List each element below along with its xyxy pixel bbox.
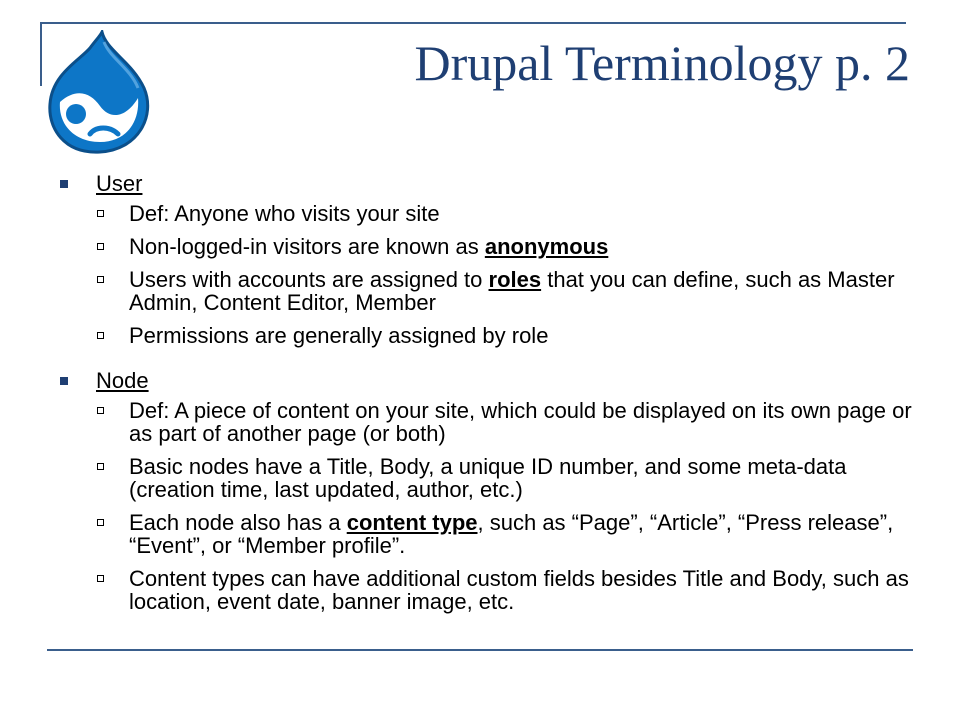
list-item: [60, 268, 920, 314]
slide-title: Drupal Terminology p. 2: [414, 35, 910, 91]
item-text: Basic nodes have a Title, Body, a unique ID number, and some meta-data (creation time, last updated, author, etc.): [129, 454, 847, 502]
frame-bottom-line: [47, 649, 913, 651]
hollow-square-bullet-icon: [97, 519, 104, 526]
slide-body: [60, 170, 920, 623]
list-item: [60, 567, 920, 613]
frame-left-line: [40, 22, 42, 86]
emphasis-term: roles: [488, 267, 542, 292]
section-heading: User: [96, 171, 143, 196]
emphasis-term: content type: [346, 510, 478, 535]
list-item: [60, 235, 920, 258]
hollow-square-bullet-icon: [97, 332, 104, 339]
item-text: Permissions are generally assigned by role: [129, 323, 549, 348]
item-text: Users with accounts are assigned to: [129, 267, 489, 292]
item-text: Def: Anyone who visits your site: [129, 201, 440, 226]
item-text: Non-logged-in visitors are known as: [129, 234, 485, 259]
emphasis-term: anonymous: [484, 234, 609, 259]
hollow-square-bullet-icon: [97, 276, 104, 283]
hollow-square-bullet-icon: [97, 407, 104, 414]
filled-square-bullet-icon: [60, 377, 68, 385]
list-item: [60, 202, 920, 225]
drupal-logo-icon: [46, 30, 154, 156]
filled-square-bullet-icon: [60, 180, 68, 188]
list-item: [60, 511, 920, 557]
item-text: Content types can have additional custom fields besides Title and Body, such as location, event date, banner image, etc.: [129, 566, 909, 614]
item-text-tail: , such as “Page”, “Article”, “Press release”, “Event”, or “Member profile”.: [129, 510, 894, 558]
item-text-tail: that you can define, such as Master Admin, Content Editor, Member: [129, 267, 895, 315]
item-text: Each node also has a: [129, 510, 347, 535]
hollow-square-bullet-icon: [97, 243, 104, 250]
list-item: [60, 399, 920, 445]
frame-top-line: [40, 22, 906, 24]
section-heading: Node: [96, 368, 149, 393]
hollow-square-bullet-icon: [97, 210, 104, 217]
list-item: [60, 324, 920, 347]
item-text: Def: A piece of content on your site, which could be displayed on its own page or as part of another page (or both): [129, 398, 912, 446]
section-user: [60, 170, 920, 198]
hollow-square-bullet-icon: [97, 575, 104, 582]
list-item: [60, 455, 920, 501]
section-node: [60, 367, 920, 395]
hollow-square-bullet-icon: [97, 463, 104, 470]
